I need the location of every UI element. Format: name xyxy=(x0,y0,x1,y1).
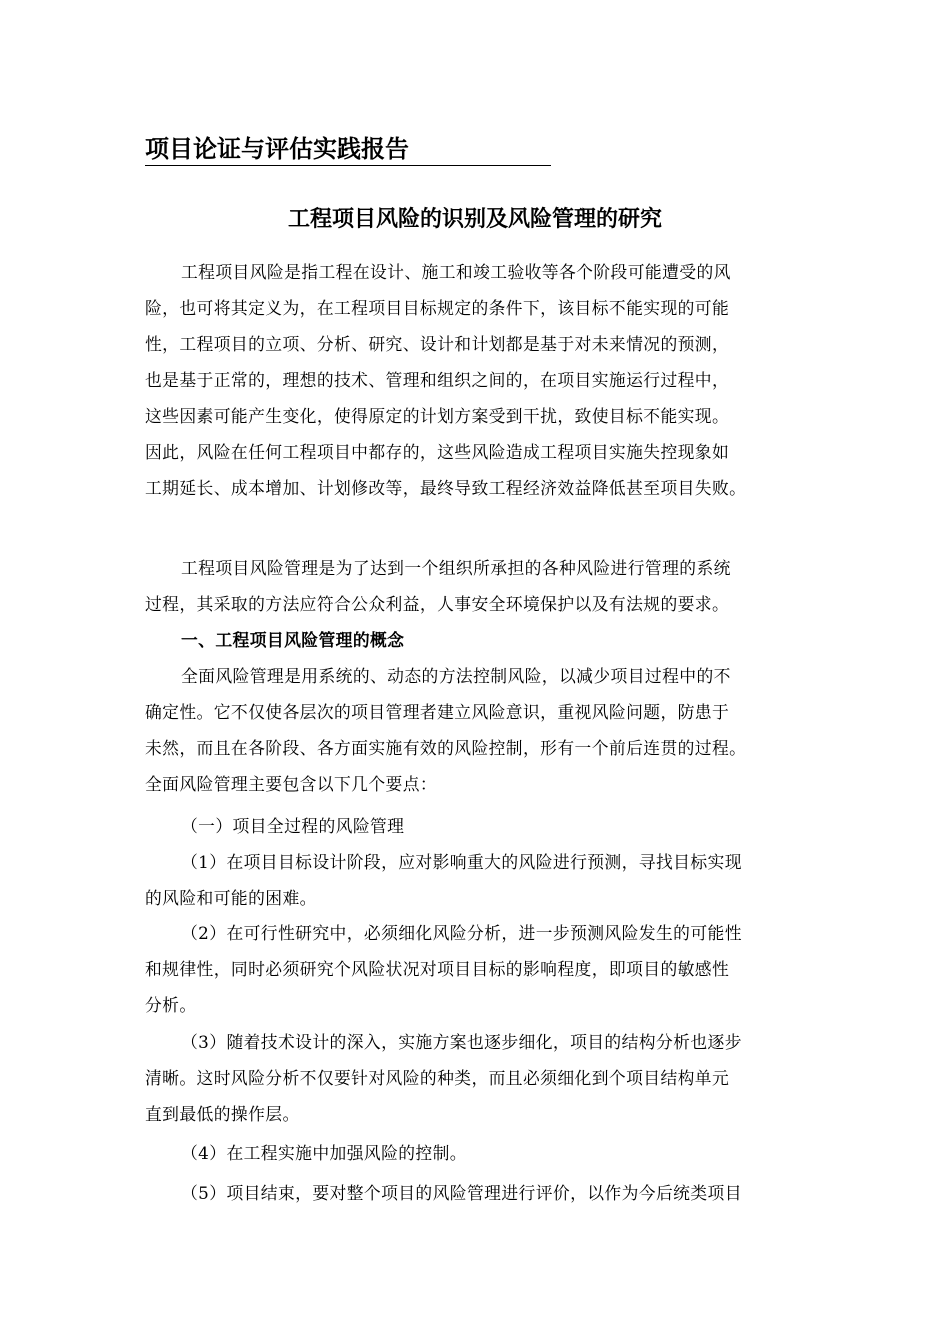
text-line: 全面风险管理主要包含以下几个要点： xyxy=(145,774,438,794)
text-line: 确定性。它不仅使各层次的项目管理者建立风险意识，重视风险问题，防患于 xyxy=(145,702,730,722)
text-line: 性，工程项目的立项、分析、研究、设计和计划都是基于对未来情况的预测， xyxy=(145,334,730,354)
text-line: 分析。 xyxy=(145,995,197,1015)
text-line: （2）在可行性研究中，必须细化风险分析，进一步预测风险发生的可能性 xyxy=(181,923,742,943)
subsection-heading xyxy=(145,808,825,844)
paragraph-risk-definition xyxy=(145,254,825,506)
paragraph-risk-management xyxy=(145,550,825,622)
section-heading xyxy=(145,622,825,658)
section-heading-text: 一、工程项目风险管理的概念 xyxy=(181,630,405,650)
text-line: 过程，其采取的方法应符合公众利益，人事安全环境保护以及有法规的要求。 xyxy=(145,594,730,614)
document-title: 项目论证与评估实践报告 xyxy=(145,134,551,166)
text-line: 险，也可将其定义为，在工程项目目标规定的条件下，该目标不能实现的可能 xyxy=(145,298,730,318)
text-line: （1）在项目目标设计阶段，应对影响重大的风险进行预测，寻找目标实现 xyxy=(181,852,742,872)
text-line: 的风险和可能的困难。 xyxy=(145,888,317,908)
text-line: 清晰。这时风险分析不仅要针对风险的种类，而且必须细化到个项目结构单元 xyxy=(145,1068,730,1088)
text-line: （5）项目结束，要对整个项目的风险管理进行评价，以作为今后统类项目 xyxy=(181,1183,742,1203)
text-line: 未然，而且在各阶段、各方面实施有效的风险控制，形有一个前后连贯的过程。 xyxy=(145,738,747,758)
text-line: （3）随着技术设计的深入，实施方案也逐步细化，项目的结构分析也逐步 xyxy=(181,1032,742,1052)
text-line: 全面风险管理是用系统的、动态的方法控制风险，以减少项目过程中的不 xyxy=(181,666,731,686)
text-line: 和规律性，同时必须研究个风险状况对项目目标的影响程度，即项目的敏感性 xyxy=(145,959,730,979)
text-line: 工程项目风险管理是为了达到一个组织所承担的各种风险进行管理的系统 xyxy=(181,558,731,578)
list-item xyxy=(145,1024,825,1132)
list-item xyxy=(145,1135,825,1171)
text-line: （4）在工程实施中加强风险的控制。 xyxy=(181,1143,467,1163)
paragraph-full-risk-management xyxy=(145,658,825,802)
subsection-heading-text: （一）项目全过程的风险管理 xyxy=(181,816,405,836)
list-item xyxy=(145,1175,825,1211)
list-item xyxy=(145,844,825,916)
text-line: 工期延长、成本增加、计划修改等，最终导致工程经济效益降低甚至项目失败。 xyxy=(145,478,747,498)
text-line: 直到最低的操作层。 xyxy=(145,1104,300,1124)
text-line: 这些因素可能产生变化，使得原定的计划方案受到干扰，致使目标不能实现。 xyxy=(145,406,730,426)
list-item xyxy=(145,915,825,1023)
text-line: 工程项目风险是指工程在设计、施工和竣工验收等各个阶段可能遭受的风 xyxy=(181,262,731,282)
text-line: 因此，风险在任何工程项目中都存的，这些风险造成工程项目实施失控现象如 xyxy=(145,442,730,462)
document-subtitle: 工程项目风险的识别及风险管理的研究 xyxy=(287,206,662,232)
text-line: 也是基于正常的，理想的技术、管理和组织之间的，在项目实施运行过程中， xyxy=(145,370,730,390)
